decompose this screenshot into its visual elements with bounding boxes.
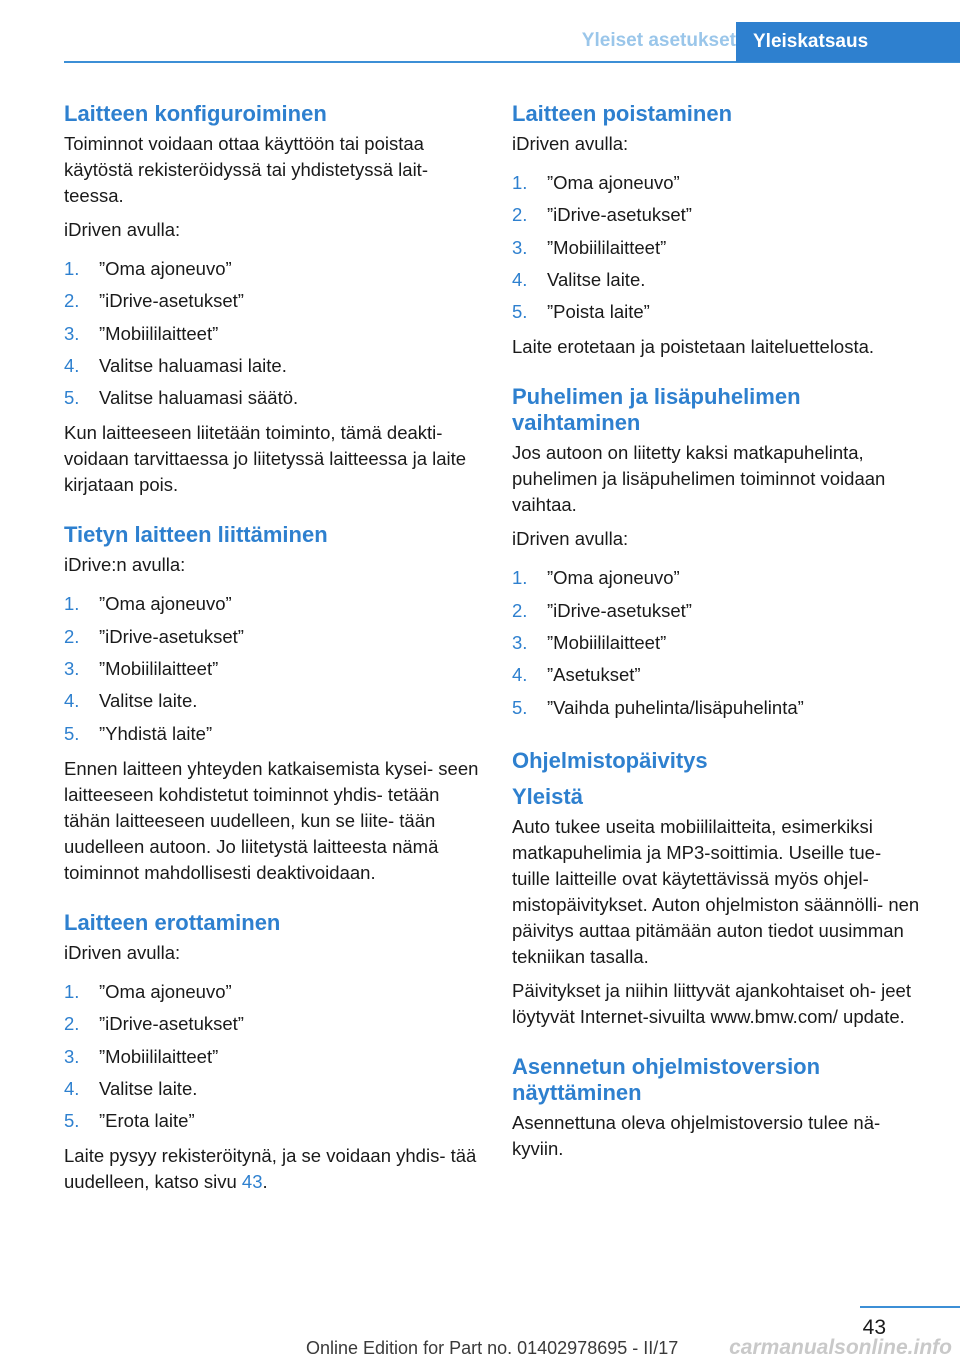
- step-number: 1.: [512, 567, 528, 589]
- section-title: Laitteen konfiguroiminen: [64, 101, 327, 126]
- paragraph-text: Laite pysyy rekisteröitynä, ja se voidaan yhdis‐ tää uudelleen, katso sivu: [64, 1145, 477, 1193]
- step-number: 3.: [64, 658, 80, 680]
- step-number: 1.: [64, 258, 80, 279]
- step-number: 5.: [64, 1110, 80, 1132]
- step-number: 4.: [64, 1077, 80, 1099]
- step-list: [64, 588, 480, 749]
- step-text: ”iDrive-asetukset”: [547, 599, 692, 621]
- list-item: [512, 692, 922, 724]
- paragraph: iDrive:n avulla:: [64, 554, 186, 576]
- list-item: [64, 1073, 480, 1105]
- list-item: [512, 264, 922, 296]
- paragraph: Jos autoon on liitetty kaksi matkapuhelinta, puhelimen ja lisäpuhelimen toiminnot voidaan vaihtaa.: [512, 442, 886, 516]
- list-item: [64, 588, 480, 620]
- step-text: ”Poista laite”: [547, 301, 650, 323]
- footer-edition: Online Edition for Part no. 01402978695 - II/17: [306, 1338, 679, 1358]
- section-configure-device: [64, 101, 480, 498]
- step-number: 5.: [512, 301, 528, 323]
- section-title: Tietyn laitteen liittäminen: [64, 522, 328, 548]
- step-text: ”Vaihda puhelinta/lisäpuhelinta”: [547, 696, 804, 718]
- step-text: ”Yhdistä laite”: [99, 722, 213, 744]
- list-item: [64, 1008, 480, 1040]
- step-number: 1.: [64, 593, 80, 615]
- step-number: 1.: [512, 172, 528, 193]
- watermark: carmanualsonline.info: [729, 1336, 952, 1359]
- list-item: [64, 350, 480, 382]
- step-text: ”Erota laite”: [99, 1110, 195, 1132]
- step-list: [64, 253, 480, 414]
- section-title: Yleistä: [512, 783, 583, 809]
- step-number: 2.: [64, 290, 80, 312]
- step-number: 3.: [64, 1045, 80, 1067]
- paragraph: Laite erotetaan ja poistetaan laiteluettelosta.: [512, 336, 875, 358]
- step-text: ”Oma ajoneuvo”: [547, 567, 680, 589]
- paragraph: Asennettuna oleva ohjelmistoversio tulee nä‐ kyviin.: [512, 1111, 881, 1159]
- list-item: [512, 167, 922, 199]
- step-text: ”Mobiililaitteet”: [99, 658, 219, 680]
- section-show-version: [512, 1054, 922, 1162]
- list-item: [64, 1105, 480, 1137]
- list-item: [64, 1041, 480, 1073]
- list-item: [512, 199, 922, 231]
- paragraph: Toiminnot voidaan ottaa käyttöön tai poistaa käytöstä rekisteröidyssä tai yhdistetyssä lait‐ teessa.: [64, 133, 428, 206]
- paragraph: iDriven avulla:: [512, 528, 629, 550]
- section-general: [512, 784, 922, 1030]
- list-item: [512, 296, 922, 328]
- step-text: Valitse laite.: [99, 690, 198, 712]
- list-item: [512, 627, 922, 659]
- section-title: Puhelimen ja lisäpuhelimen vaihtaminen: [512, 384, 801, 436]
- step-number: 5.: [64, 387, 80, 409]
- step-number: 4.: [64, 690, 80, 712]
- footer-rule: [860, 1306, 960, 1308]
- step-text: ”iDrive-asetukset”: [99, 1013, 244, 1035]
- step-text: Valitse laite.: [547, 268, 646, 290]
- step-text: ”Oma ajoneuvo”: [99, 258, 232, 279]
- step-number: 3.: [64, 322, 80, 344]
- paragraph: iDriven avulla:: [64, 941, 181, 963]
- section-title: Laitteen erottaminen: [64, 909, 281, 935]
- step-number: 1.: [64, 980, 80, 1002]
- list-item: [64, 685, 480, 717]
- step-text: ”Mobiililaitteet”: [99, 322, 219, 344]
- list-item: [64, 318, 480, 350]
- list-item: [64, 285, 480, 317]
- step-text: ”Mobiililaitteet”: [99, 1045, 219, 1067]
- step-text: ”Asetukset”: [547, 664, 641, 686]
- paragraph: Auto tukee useita mobiililaitteita, esimerkiksi matkapuhelimia ja MP3-soittimia. Useille tue‐ tuille laitteille ovat käytettävissä myös ohjel‐ mistopäivitykset. Auton ohjelmiston säännölli‐ nen päivitys auttaa pitämään auton tiedot uusimman tekniikan tasalla.: [512, 815, 920, 967]
- section-connect-device: [64, 522, 480, 885]
- step-text: Valitse haluamasi laite.: [99, 354, 287, 376]
- chapter-title: Ohjelmistopäivitys: [512, 747, 708, 773]
- list-item: [512, 659, 922, 691]
- step-list: [512, 167, 922, 328]
- section-remove-device: [512, 101, 922, 360]
- step-text: ”Mobiililaitteet”: [547, 632, 667, 654]
- step-list: [64, 976, 480, 1137]
- step-number: 2.: [64, 625, 80, 647]
- step-number: 2.: [64, 1013, 80, 1035]
- section-swap-phones: [512, 384, 922, 723]
- step-number: 5.: [64, 722, 80, 744]
- paragraph: iDriven avulla:: [64, 219, 181, 240]
- list-item: [64, 718, 480, 750]
- header-chapter-tab: Yleiskatsaus: [736, 22, 960, 62]
- step-number: 4.: [512, 268, 528, 290]
- paragraph-end: .: [262, 1171, 268, 1193]
- step-text: Valitse haluamasi säätö.: [99, 387, 299, 409]
- paragraph: Päivitykset ja niihin liittyvät ajankohtaiset oh‐ jeet löytyvät Internet-sivuilta www.bmw.com/ update.: [512, 979, 911, 1027]
- step-number: 2.: [512, 599, 528, 621]
- list-item: [64, 976, 480, 1008]
- section-disconnect-device: [64, 910, 480, 1195]
- step-number: 4.: [64, 354, 80, 376]
- step-text: ”Oma ajoneuvo”: [99, 593, 232, 615]
- step-text: ”Oma ajoneuvo”: [99, 980, 232, 1002]
- right-column: [512, 101, 922, 1170]
- page-reference-link[interactable]: 43: [241, 1171, 263, 1193]
- paragraph: [64, 1143, 480, 1195]
- paragraph: Ennen laitteen yhteyden katkaisemista kysei‐ seen laitteeseen kohdistetut toiminnot yhdis‐ tetään tähän laitteeseen uudelleen, kun se liite‐ tään uudelleen autoon. Jo liitetystä laitteesta nämä toiminnot mahdollisesti deaktivoidaan.: [64, 757, 479, 883]
- list-item: [64, 653, 480, 685]
- step-number: 4.: [512, 664, 528, 686]
- list-item: [64, 382, 480, 414]
- list-item: [64, 253, 480, 285]
- left-column: [64, 101, 480, 1203]
- list-item: [512, 232, 922, 264]
- section-title: Laitteen poistaminen: [512, 101, 733, 126]
- paragraph: iDriven avulla:: [512, 133, 629, 154]
- step-list: [512, 562, 922, 723]
- step-text: ”iDrive-asetukset”: [99, 290, 244, 312]
- step-number: 5.: [512, 696, 528, 718]
- step-number: 2.: [512, 204, 528, 226]
- paragraph: Kun laitteeseen liitetään toiminto, tämä deakti‐ voidaan tarvittaessa jo liitetyssä laitteessa ja laite kirjataan pois.: [64, 422, 467, 496]
- step-number: 3.: [512, 632, 528, 654]
- step-text: ”Mobiililaitteet”: [547, 236, 667, 258]
- step-text: Valitse laite.: [99, 1077, 198, 1099]
- list-item: [512, 595, 922, 627]
- list-item: [64, 621, 480, 653]
- step-text: ”Oma ajoneuvo”: [547, 172, 680, 193]
- header-section-title: Yleiset asetukset: [581, 30, 736, 51]
- page-number: 43: [862, 1316, 886, 1339]
- step-text: ”iDrive-asetukset”: [99, 625, 244, 647]
- section-title: Asennetun ohjelmistoversion näyttäminen: [512, 1053, 821, 1105]
- step-text: ”iDrive-asetukset”: [547, 204, 692, 226]
- list-item: [512, 562, 922, 594]
- step-number: 3.: [512, 236, 528, 258]
